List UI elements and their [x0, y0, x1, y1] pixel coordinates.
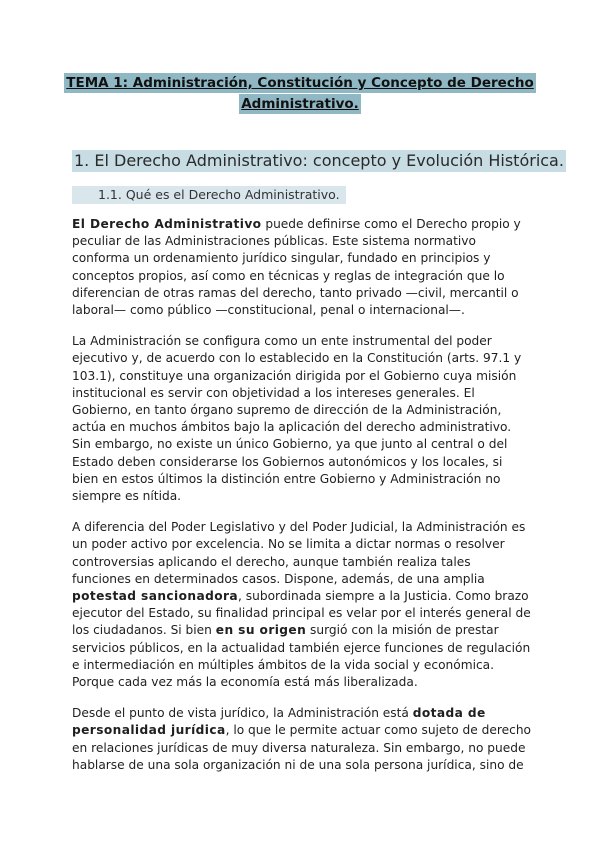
bold-term: El Derecho Administrativo: [72, 217, 262, 231]
body-text: [72, 216, 532, 788]
paragraph-2: La Administración se configura como un ente instrumental del poder ejecutivo y, de acuerdo con lo establecido en la Constitución (arts. 97.1 y 103.1), constituye una organización dirigida por el Gobierno cuya misión institucional es servir con objetividad a los intereses generales. El Gobierno, en tanto órgano supremo de dirección de la Administración, actúa en muchos ámbitos bajo la aplicación del derecho administrativo. Sin embargo, no existe un único Gobierno, ya que junto al central o del Estado deben considerarse los Gobiernos autonómicos y los locales, si bien en estos últimos la distinción entre Gobierno y Administración no siempre es nítida.: [72, 334, 522, 504]
paragraph-text: Desde el punto de vista jurídico, la Administración está: [72, 706, 413, 721]
bold-term: en su origen: [215, 623, 307, 638]
paragraph-text: surgió con la misión de prestar servicios públicos, en la actualidad también ejerce funciones de regulación e intermediación en múltiples ámbitos de la vida social y económica. Porque cada vez más la economía está más liberalizada.: [72, 623, 531, 690]
title-line-1: TEMA 1: Administración, Constitución y Concepto de Derecho: [66, 75, 534, 91]
paragraph-1: [72, 216, 532, 319]
paragraph-text: , lo que le permite actuar como sujeto de derecho en relaciones jurídicas de muy diversa naturaleza. Sin embargo, no puede hablarse de una sola organización ni de una sola persona jurídica, sino de: [72, 723, 532, 772]
paragraph-text: , subordinada siempre a la Justicia. Como brazo ejecutor del Estado, su finalidad principal es velar por el interés general de los ciudadanos. Si bien: [72, 589, 531, 638]
document-title: [0, 72, 600, 114]
paragraph-4: [72, 705, 532, 774]
title-line-2: Administrativo.: [241, 96, 359, 112]
paragraph-text: puede definirse como el Derecho propio y peculiar de las Administraciones públicas. Este sistema normativo conforma un ordenamiento jurídico singular, fundado en principios y conceptos propios, así como en técnicas y reglas de integración que lo diferencian de otras ramas del derecho, tanto privado —civil, mercantil o laboral— como público —constitucional, penal o internacional—.: [72, 217, 521, 318]
section-heading: 1. El Derecho Administrativo: concepto y Evolución Histórica.: [74, 151, 564, 170]
bold-term: dotada de personalidad jurídica: [72, 706, 486, 738]
bold-term: potestad sancionadora: [72, 589, 239, 604]
paragraph-3: [72, 519, 532, 691]
subsection-heading: 1.1. Qué es el Derecho Administrativo.: [72, 186, 346, 204]
paragraph-text: A diferencia del Poder Legislativo y del Poder Judicial, la Administración es un poder activo por excelencia. No se limita a dictar normas o resolver controversias aplicando el derecho, aunque también realiza tales funciones en determinados casos. Dispone, además, de una amplia: [72, 520, 526, 586]
